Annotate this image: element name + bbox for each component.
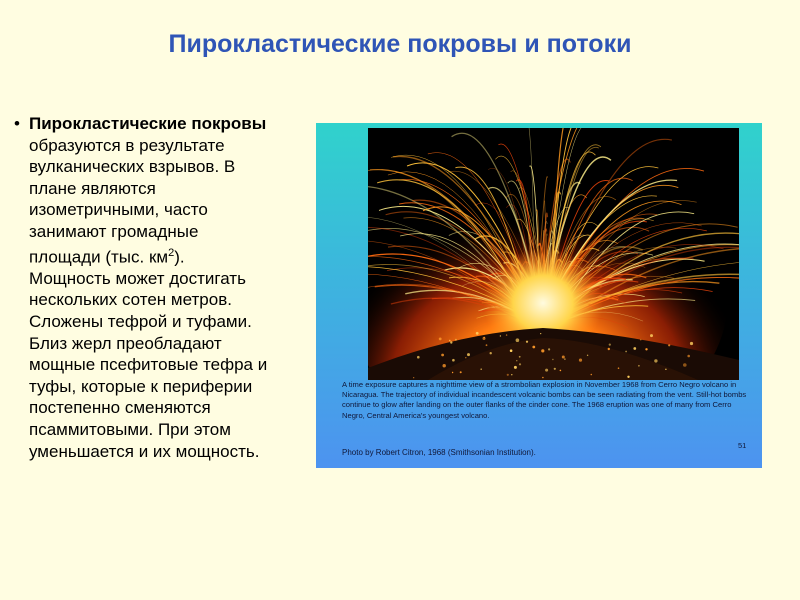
glowing-ember [519, 356, 521, 358]
glowing-ember [618, 367, 620, 369]
glowing-ember [455, 339, 457, 341]
glowing-ember [554, 368, 556, 370]
glowing-ember [552, 359, 553, 360]
eruption-image [368, 128, 739, 380]
glowing-ember [627, 376, 629, 378]
bullet-line: мощные псефитовые тефра и [29, 355, 268, 375]
glowing-ember [690, 342, 693, 345]
glowing-ember [480, 368, 482, 370]
glowing-ember [542, 377, 544, 379]
bullet-line: Близ жерл преобладают [29, 333, 222, 353]
bullet-line: уменьшается и их мощность. [29, 441, 260, 461]
glowing-ember [450, 341, 452, 343]
glowing-ember [467, 353, 470, 356]
glowing-ember [476, 332, 479, 335]
photo-credit: Photo by Robert Citron, 1968 (Smithsonian Institution). [342, 448, 536, 457]
glowing-ember [443, 364, 446, 367]
glowing-ember [500, 335, 501, 336]
glowing-ember [516, 338, 520, 342]
bullet-item [14, 113, 319, 462]
bullet-line: изометричными, часто [29, 200, 208, 220]
glowing-ember [465, 357, 466, 358]
glowing-ember [591, 374, 593, 376]
bullet-dot-icon: • [14, 114, 20, 133]
glowing-ember [486, 344, 488, 346]
bullet-line: нескольких сотен метров. [29, 290, 232, 310]
bullet-line-with-superscript [28, 243, 319, 268]
glowing-ember [483, 337, 486, 340]
glowing-ember [452, 372, 453, 373]
glowing-ember [519, 363, 521, 365]
glowing-ember [638, 365, 640, 367]
glowing-ember [665, 369, 666, 370]
glowing-ember [541, 349, 544, 352]
bullet-line: Сложены тефрой и туфами. [29, 312, 252, 331]
page-number: 51 [738, 441, 747, 450]
glowing-ember [625, 351, 627, 353]
glowing-ember [683, 363, 687, 367]
glowing-ember [526, 341, 528, 343]
bullet-line: постепенно сменяются [29, 398, 211, 418]
glowing-ember [460, 371, 462, 373]
glowing-ember [506, 334, 507, 335]
glowing-ember [609, 344, 611, 346]
glowing-ember [633, 347, 636, 350]
bullet-line: плане являются [29, 178, 156, 198]
bullet-lead: Пирокластические покровы [29, 114, 267, 133]
glowing-ember [452, 359, 455, 362]
bullet-line: площади (тыс. км [29, 247, 169, 267]
glowing-ember [687, 355, 690, 358]
figure-panel [316, 123, 762, 468]
volcano-eruption-photo [368, 128, 739, 380]
glowing-ember [540, 333, 541, 334]
figure-caption: A time exposure captures a nighttime view of a strombolian explosion in November 1968 from Cerro Negro volcano in Nicaragua. The trajectory of individual incandescent volcanic bombs can be seen radiating from the vent. Still-hot bombs continue to glow after landing on the outer flanks of the cinder cone. The 1968 eruption was one of many from Cerro Negro, Central America's youngest volcano. [342, 380, 747, 420]
glowing-ember [439, 338, 442, 341]
glowing-ember [579, 359, 582, 362]
glowing-ember [545, 369, 548, 372]
glowing-ember [562, 356, 565, 359]
bullet-text [28, 113, 319, 462]
superscript: 2 [168, 246, 175, 259]
glowing-ember [516, 360, 517, 361]
bullet-line: занимают громадные [29, 221, 199, 241]
bullet-line: Мощность может достигать [29, 268, 246, 288]
glowing-ember [413, 377, 414, 378]
glowing-ember [490, 352, 492, 354]
bullet-line-suffix: ). [174, 247, 185, 267]
glowing-ember [507, 374, 509, 376]
glowing-ember [532, 346, 535, 349]
bullet-list [14, 113, 319, 462]
glowing-ember [511, 374, 512, 375]
glowing-ember [650, 334, 653, 337]
glowing-ember [640, 339, 642, 341]
bullet-line: туфы, которые к периферии [29, 376, 253, 396]
glowing-ember [510, 349, 513, 352]
glowing-ember [564, 358, 566, 360]
glowing-ember [560, 370, 562, 372]
glowing-ember [514, 366, 517, 369]
glowing-ember [441, 354, 444, 357]
glowing-ember [654, 359, 657, 362]
bullet-line: вулканических взрывов. В [29, 157, 236, 177]
glowing-ember [587, 355, 588, 356]
glowing-ember [417, 356, 420, 359]
glowing-ember [449, 340, 450, 341]
glowing-ember [668, 344, 670, 346]
glowing-ember [548, 348, 550, 350]
bullet-line: образуются в результате [29, 135, 225, 155]
slide-title: Пирокластические покровы и потоки [168, 30, 632, 58]
glowing-ember [608, 348, 610, 350]
bullet-line: псаммитовыми. При этом [29, 419, 231, 439]
glowing-ember [645, 348, 647, 350]
